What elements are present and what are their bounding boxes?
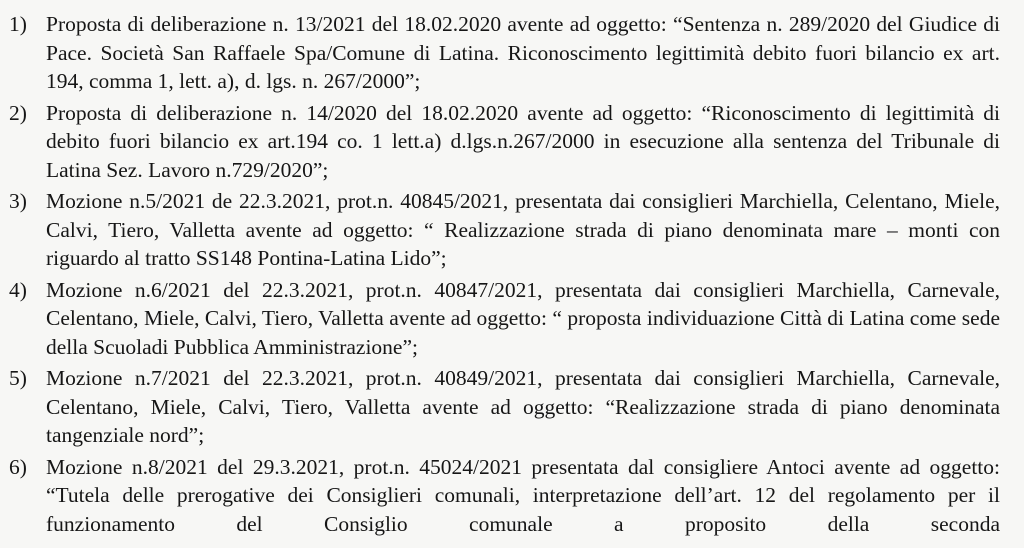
agenda-item-number: 4) [9, 277, 27, 302]
agenda-item-number: 2) [9, 100, 27, 125]
agenda-item-text: Mozione n.6/2021 del 22.3.2021, prot.n. 40847/2021, presentata dai consiglieri Marchiella, Carnevale, Celentano, Miele, Calvi, Tiero, Valletta avente ad oggetto: “ proposta individuazione Città di Latina come sede della Scuoladi Pubblica Amministrazione”; [46, 277, 1000, 359]
agenda-item-text: Proposta di deliberazione n. 14/2020 del 18.02.2020 avente ad oggetto: “Riconoscimento di legittimità di debito fuori bilancio ex art.194 co. 1 lett.a) d.lgs.n.267/2000 in esecuzione alla sentenza del Tribunale di Latina Sez. Lavoro n.729/2020”; [46, 100, 1000, 182]
agenda-item-number: 3) [9, 189, 27, 213]
agenda-item-text: Mozione n.8/2021 del 29.3.2021, prot.n. 45024/2021 presentata dal consigliere Antoci avente ad oggetto: “Tutela delle prerogative dei Consiglieri comunali, interpretazione dell’art. 12 del regolamento per il funzionamento del Consiglio comunale a proposito della seconda [46, 454, 1000, 536]
agenda-item-number: 6) [9, 454, 27, 479]
agenda-item-number: 1) [9, 12, 27, 36]
agenda-item-number: 5) [9, 366, 27, 390]
agenda-item-1 [9, 10, 1000, 96]
agenda-item-3 [9, 187, 1000, 273]
agenda-item-text: Proposta di deliberazione n. 13/2021 del 18.02.2020 avente ad oggetto: “Sentenza n. 289/2020 del Giudice di Pace. Società San Raffaele Spa/Comune di Latina. Riconoscimento legittimità debito fuori bilancio ex art. 194, comma 1, lett. a), d. lgs. n. 267/2000”; [46, 12, 1000, 93]
agenda-item-6 [9, 453, 1000, 539]
agenda-item-4 [9, 276, 1000, 362]
agenda-item-text: Mozione n.5/2021 de 22.3.2021, prot.n. 40845/2021, presentata dai consiglieri Marchiella, Celentano, Miele, Calvi, Tiero, Valletta avente ad oggetto: “ Realizzazione strada di piano denominata mare – monti con riguardo al tratto SS148 Pontina-Latina Lido”; [46, 189, 1000, 270]
agenda-item-text: Mozione n.7/2021 del 22.3.2021, prot.n. 40849/2021, presentata dai consiglieri Marchiella, Carnevale, Celentano, Miele, Calvi, Tiero, Valletta avente ad oggetto: “Realizzazione strada di piano denominata tangenziale nord”; [46, 366, 1000, 447]
agenda-item-2 [9, 99, 1000, 185]
agenda-list [9, 10, 1000, 538]
agenda-item-5 [9, 364, 1000, 450]
